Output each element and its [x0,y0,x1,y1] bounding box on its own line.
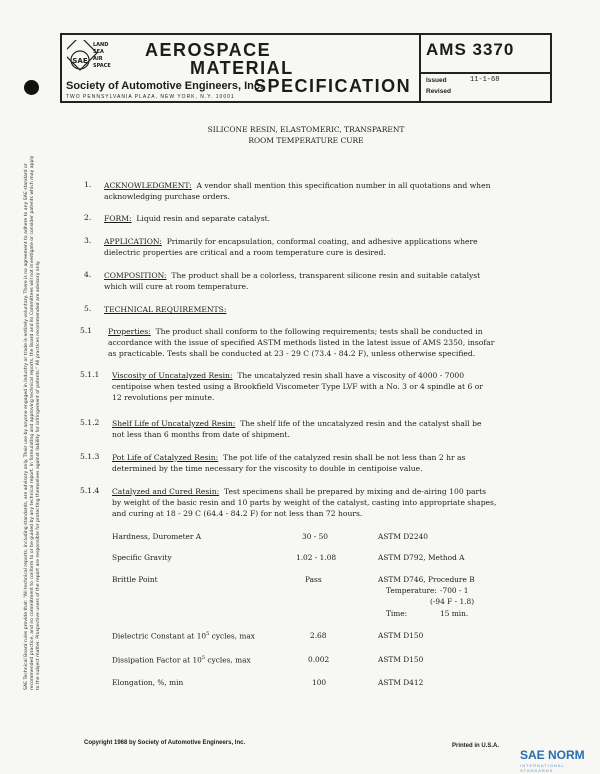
table-cell-property: Dissipation Factor at $10^5$ cycles, max [112,655,251,665]
table-cell-value: 100 [312,678,327,687]
logo-monogram: SAE [72,57,88,65]
section-number: 2. [84,213,92,222]
issued-date: 11-1-68 [470,76,500,84]
section-text: centipoise when tested using a Brookfield Viscometer Type LVF with a No. 3 or 4 spindle at 6 or [112,382,483,391]
section-heading: APPLICATION: [104,237,162,246]
copyright-notice: Copyright 1968 by Society of Automotive Engineers, Inc. [84,740,246,746]
header-divider [419,72,552,74]
sidebar-disclaimer [14,150,60,710]
section-text: The uncatalyzed resin shall have a viscosity of 4000 - 7000 [237,371,465,380]
section-number: 5.1.2 [80,418,100,427]
section-text: The product shall be a colorless, transparent silicone resin and suitable catalyst [171,271,481,280]
logo-line: SEA [93,49,104,55]
title-specification: SPECIFICATION [254,76,412,96]
section-heading: FORM: [104,214,132,223]
section-text: The shelf life of the uncatalyzed resin and the catalyst shall be [240,419,482,428]
section-text: A vendor shall mention this specification number in all quotations and when [196,181,491,190]
section-5-1-4 [112,486,548,519]
society-name: Society of Automotive Engineers, Inc. [66,80,264,92]
time-label: Time: [386,609,408,618]
header-divider [419,35,421,101]
section-heading: Pot Life of Catalyzed Resin: [112,453,219,462]
document-title [60,124,552,146]
watermark: SAE NORM [520,748,585,762]
printed-in: Printed in U.S.A. [452,743,500,749]
section-text: and curing at 18 - 29 C (64.4 - 84.2 F) for not less than 72 hours. [112,509,363,518]
section-number: 4. [84,270,92,279]
section-number: 3. [84,236,92,245]
section-text: The product shall conform to the following requirements; tests shall be conducted in [155,327,483,336]
table-cell-property: Hardness, Durometer A [112,532,202,541]
section-text: acknowledging purchase orders. [104,192,230,201]
title-aerospace: AEROSPACE [145,40,272,60]
table-cell-property: Dielectric Constant at $10^5$ cycles, max [112,631,255,641]
table-cell-method: ASTM D150 [378,631,424,640]
section-1 [104,180,544,202]
section-text: not less than 6 months from date of shipment. [112,430,290,439]
table-cell-property: Elongation, %, min [112,678,184,687]
section-text: Test specimens shall be prepared by mixing and de-airing 100 parts [224,487,487,496]
hole-punch-mark [24,80,39,95]
section-heading: ACKNOWLEDGMENT: [104,181,192,190]
section-text: which will cure at room temperature. [104,282,249,291]
section-text: Primarily for encapsulation, conformal coating, and adhesive applications where [166,237,478,246]
table-cell-property: Brittle Point [112,575,158,584]
section-2 [104,213,544,224]
temperature-value: -700 - 1 [440,586,469,595]
title-material: MATERIAL [190,58,294,78]
table-cell-method: ASTM D412 [378,678,424,687]
section-text: Liquid resin and separate catalyst. [136,214,271,223]
section-5-1 [108,326,548,359]
section-text: accordance with the issue of specified ASTM methods listed in the latest issue of AMS 2350, insofar [108,338,495,347]
section-5-1-2 [112,418,548,440]
section-heading: Viscosity of Uncatalyzed Resin: [112,371,233,380]
table-cell-value: Pass [305,575,322,584]
table-cell-method: ASTM D150 [378,655,424,664]
section-5-1-3 [112,452,548,474]
section-heading: COMPOSITION: [104,271,167,280]
title-line: ROOM TEMPERATURE CURE [248,136,364,145]
society-address: TWO PENNSYLVANIA PLAZA, NEW YORK, N.Y. 10001 [66,94,235,100]
section-number: 5. [84,304,92,313]
table-cell-property: Specific Gravity [112,553,172,562]
section-heading: TECHNICAL REQUIREMENTS: [104,305,227,314]
section-heading: Catalyzed and Cured Resin: [112,487,220,496]
watermark-subtitle: INTERNATIONAL STANDARDS [520,763,565,773]
section-4 [104,270,544,292]
spec-number: AMS 3370 [426,40,515,59]
table-cell-method: ASTM D792, Method A [378,553,465,562]
section-number: 5.1.1 [80,370,100,379]
section-text: 12 revolutions per minute. [112,393,215,402]
logo-line: AIR [93,56,103,62]
section-text: as practicable. Tests shall be conducted at 23 - 29 C (73.4 - 84.2 F), unless otherwise specified. [108,349,476,358]
section-text: dielectric properties are critical and a room temperature cure is desired. [104,248,386,257]
section-number: 5.1.3 [80,452,100,461]
section-text: by weight of the basic resin and 10 parts by weight of the catalyst, casting into appropriate shapes, [112,498,497,507]
logo-line: LAND [93,42,109,48]
table-cell-value: 2.68 [310,631,327,640]
temperature-label: Temperature: [386,586,437,595]
logo-tagline [93,42,111,70]
section-number: 1. [84,180,92,189]
section-3 [104,236,544,258]
table-cell-value: 0.002 [308,655,330,664]
section-5-1-1 [112,370,548,403]
section-heading: Shelf Life of Uncatalyzed Resin: [112,419,236,428]
section-5 [104,304,226,315]
section-heading: Properties: [108,327,151,336]
disclaimer-text: SAE Technical Board rules provide that: "All technical reports, including standards, are advisory only. Their use by anyone engaged in industry or trade is entirely voluntary. There is no agreement to adhere to any SAE standard or recommended practice, and no commitment to conform to or be guided by any technical report. In formulating and approving technical reports, the Board and its Committees will not investigate or consider patents which may apply to the subject matter. Prospective users of the report are responsible for protecting themselves against liability for infringement of patents." All practices recommended are advisory only. [24,155,42,690]
table-cell-value: 30 - 50 [302,532,329,541]
section-text: determined by the time necessary for the viscosity to double in centipoise value. [112,464,423,473]
time-value: 15 min. [440,609,469,618]
issued-label: Issued [426,77,447,84]
logo-line: SPACE [93,63,111,69]
table-cell-method: ASTM D2240 [378,532,428,541]
temperature-value-f: (-94 F - 1.8) [430,597,475,606]
section-number: 5.1.4 [80,486,100,495]
title-line: SILICONE RESIN, ELASTOMERIC, TRANSPARENT [207,125,405,134]
table-cell-method: ASTM D746, Procedure B [378,575,475,584]
section-text: The pot life of the catalyzed resin shall be not less than 2 hr as [223,453,466,462]
table-cell-value: 1.02 - 1.08 [296,553,337,562]
revised-label: Revised [426,88,451,95]
section-number: 5.1 [80,326,93,335]
